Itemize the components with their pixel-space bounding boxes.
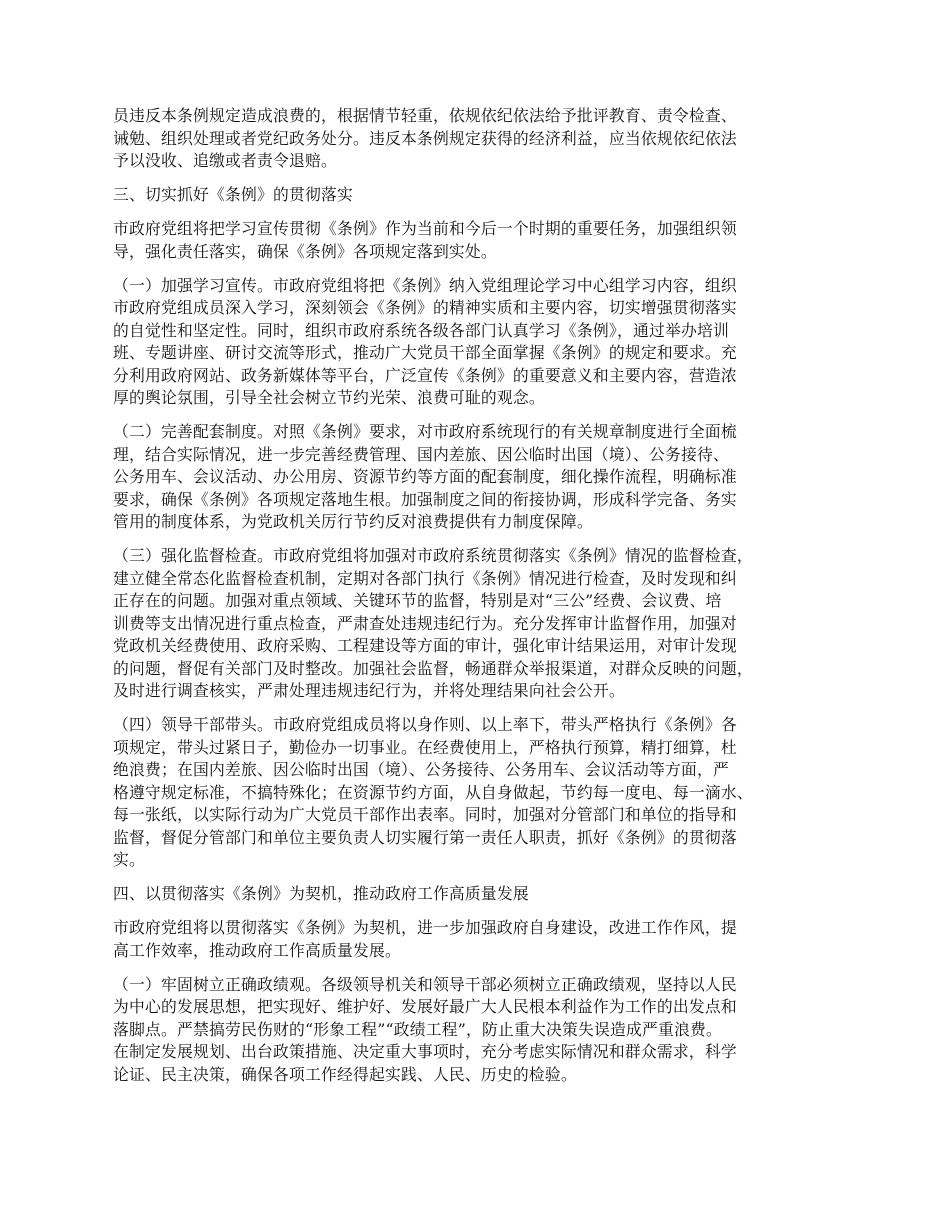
text-line: 监督，督促分管部门和单位主要负责人切实履行第一责任人职责，抓好《条例》的贯彻落: [113, 827, 737, 847]
text-line: 分利用政府网站、政务新媒体等平台，广泛宣传《条例》的重要意义和主要内容，营造浓: [113, 365, 737, 385]
text-line: 员违反本条例规定造成浪费的，根据情节轻重，依规依纪依法给予批评教育、责令检查、: [113, 106, 737, 125]
text-line: 实。: [113, 850, 145, 869]
text-line: 的自觉性和坚定性。同时，组织市政府系统各级各部门认真学习《条例》，通过举办培训: [113, 320, 729, 340]
text-line: 论证、民主决策，确保各项工作经得起实践、人民、历史的检验。: [113, 1064, 577, 1084]
text-line: 予以没收、追缴或者责令退赔。: [113, 151, 337, 170]
paragraph: [113, 275, 840, 410]
text-line: （一）加强学习宣传。市政府党组将把《条例》纳入党组理论学习中心组学习内容，组织: [113, 275, 737, 295]
text-line: 市政府党组将以贯彻落实《条例》为契机，进一步加强政府自身建设，改进工作作风，提: [113, 918, 737, 937]
paragraph: [113, 421, 840, 534]
text-line: （二）完善配套制度。对照《条例》要求，对市政府系统现行的有关规章制度进行全面梳: [113, 422, 737, 441]
text-line: 管用的制度体系，为党政机关厉行节约反对浪费提供有力制度保障。: [113, 512, 593, 531]
text-line: 党政机关经费使用、政府采购、工程建设等方面的审计，强化审计结果运用，对审计发现: [113, 636, 737, 655]
paragraph: [113, 545, 840, 703]
text-line: （四）领导干部带头。市政府党组成员将以身作则、以上率下，带头严格执行《条例》各: [113, 715, 737, 734]
text-line: 导，强化责任落实，确保《条例》各项规定落到实处。: [113, 241, 497, 261]
text-line: 厚的舆论氛围，引导全社会树立节约光荣、浪费可耻的观念。: [113, 388, 545, 407]
text-line: 项规定，带头过紧日子，勤俭办一切事业。在经费使用上，严格执行预算，精打细算，杜: [113, 737, 737, 757]
text-line: 诫勉、组织处理或者党纪政务处分。违反本条例规定获得的经济利益，应当依规依纪依法: [113, 128, 737, 148]
paragraph: [113, 714, 840, 872]
text-line: 为中心的发展思想，把实现好、维护好、发展好最广大人民根本利益作为工作的出发点和: [113, 997, 737, 1016]
paragraph: [113, 974, 840, 1087]
text-line: 格遵守规定标准，不搞特殊化；在资源节约方面，从自身做起，节约每一度电、每一滴水、: [113, 782, 753, 802]
text-line: 理，结合实际情况，进一步完善经费管理、国内差旅、因公临时出国（境）、公务接待、: [113, 444, 729, 464]
text-line: （三）强化监督检查。市政府党组将加强对市政府系统贯彻落实《条例》情况的监督检查，: [113, 546, 753, 565]
text-line: 高工作效率，推动政府工作高质量发展。: [113, 940, 401, 960]
text-line: 及时进行调查核实，严肃处理违规违纪行为，并将处理结果向社会公开。: [113, 681, 625, 700]
paragraph: [113, 105, 840, 173]
text-line: （一）牢固树立正确政绩观。各级领导机关和领导干部必须树立正确政绩观，坚持以人民: [113, 974, 737, 994]
text-line: 公务用车、会议活动、办公用房、资源节约等方面的配套制度，细化操作流程，明确标准: [113, 467, 737, 486]
text-line: 班、专题讲座、研讨交流等形式，推动广大党员干部全面掌握《条例》的规定和要求。充: [113, 343, 737, 362]
text-line: 四、以贯彻落实《条例》为契机，推动政府工作高质量发展: [113, 884, 529, 903]
paragraph: [113, 917, 840, 962]
text-line: 要求，确保《条例》各项规定落地生根。加强制度之间的衔接协调，形成科学完备、务实: [113, 489, 737, 509]
section-heading: [113, 184, 840, 207]
text-line: 训费等支出情况进行重点检查，严肃查处违规违纪行为。充分发挥审计监督作用，加强对: [113, 613, 737, 633]
text-line: 在制定发展规划、出台政策措施、决定重大事项时，充分考虑实际情况和群众需求，科学: [113, 1042, 737, 1061]
text-line: 的问题，督促有关部门及时整改。加强社会监督，畅通群众举报渠道，对群众反映的问题，: [113, 658, 753, 678]
text-line: 绝浪费；在国内差旅、因公临时出国（境）、公务接待、公务用车、会议活动等方面，严: [113, 760, 729, 779]
section-heading: [113, 883, 840, 906]
text-line: 市政府党组成员深入学习，深刻领会《条例》的精神实质和主要内容，切实增强贯彻落实: [113, 298, 737, 317]
text-line: 每一张纸，以实际行动为广大党员干部作出表率。同时，加强对分管部门和单位的指导和: [113, 805, 737, 824]
text-line: 市政府党组将把学习宣传贯彻《条例》作为当前和今后一个时期的重要任务，加强组织领: [113, 219, 737, 238]
document-body: [113, 105, 840, 1086]
text-line: 建立健全常态化监督检查机制，定期对各部门执行《条例》情况进行检查，及时发现和纠: [113, 568, 737, 588]
paragraph: [113, 218, 840, 263]
text-line: 落脚点。严禁搞劳民伤财的“形象工程”“政绩工程”，防止重大决策失误造成严重浪费。: [113, 1019, 722, 1039]
text-line: 正存在的问题。加强对重点领域、关键环节的监督，特别是对“三公”经费、会议费、培: [113, 591, 722, 610]
text-line: 三、切实抓好《条例》的贯彻落实: [113, 185, 353, 204]
